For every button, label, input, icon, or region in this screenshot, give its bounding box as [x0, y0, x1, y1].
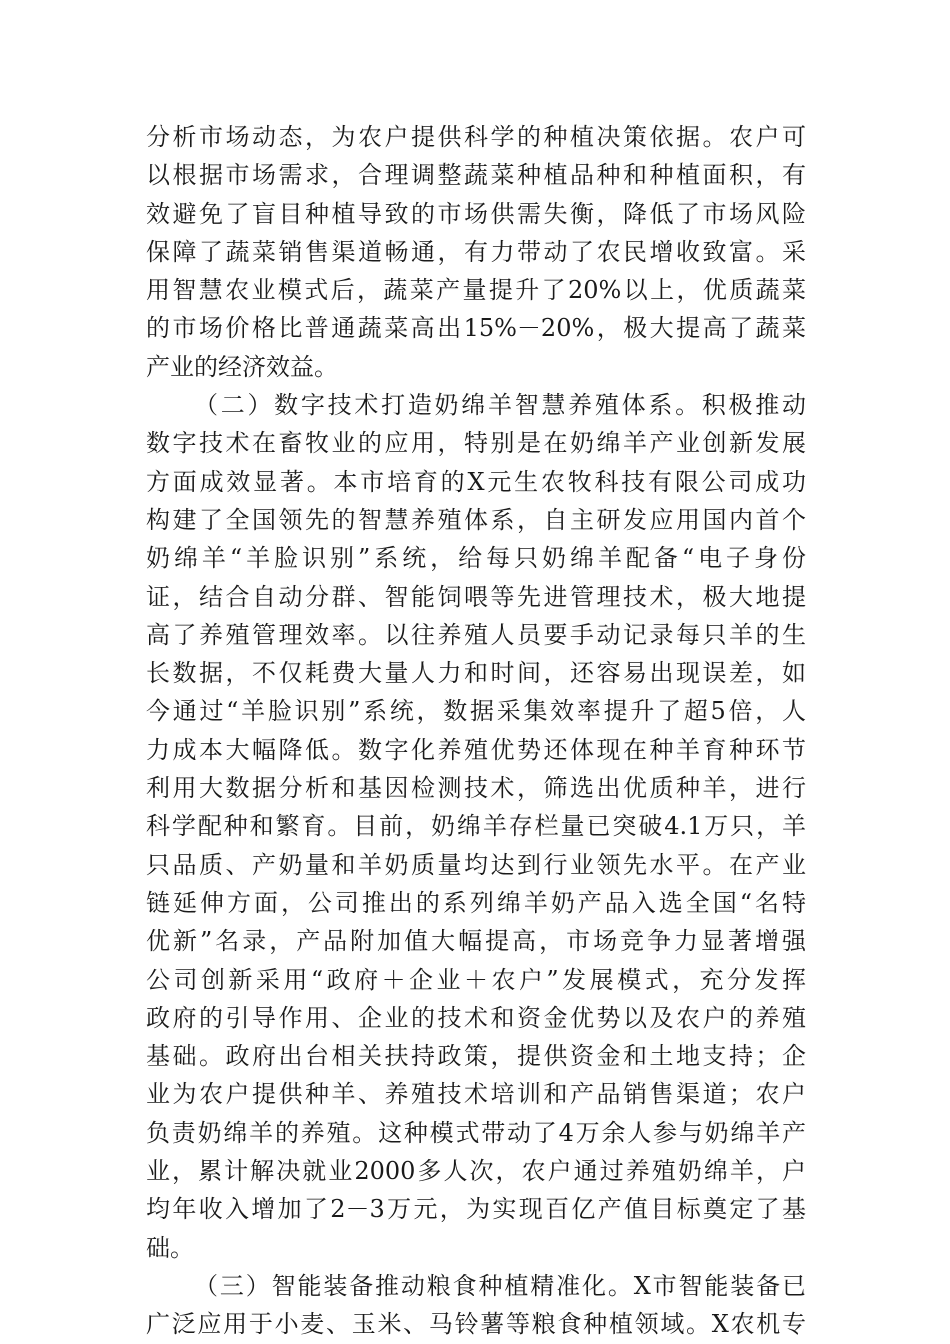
text-line: 链延伸方面，公司推出的系列绵羊奶产品入选全国“名特 — [146, 888, 806, 917]
text-line: 证，结合自动分群、智能饲喂等先进管理技术，极大地提 — [146, 582, 806, 611]
text-line: 高了养殖管理效率。以往养殖人员要手动记录每只羊的生 — [146, 620, 806, 649]
text-line: 广泛应用于小麦、玉米、马铃薯等粮食种植领域。X农机专 — [146, 1310, 806, 1339]
text-line: 用智慧农业模式后，蔬菜产量提升了20%以上，优质蔬菜 — [146, 276, 806, 305]
paragraph-dairy-sheep-smart-breeding — [146, 386, 806, 1267]
text-line: 础。 — [146, 1233, 194, 1262]
text-line: 科学配种和繁育。目前，奶绵羊存栏量已突破4.1万只，羊 — [146, 812, 806, 841]
text-line: 奶绵羊“羊脸识别”系统，给每只奶绵羊配备“电子身份 — [146, 544, 806, 573]
text-line: 公司创新采用“政府＋企业＋农户”发展模式，充分发挥 — [146, 965, 806, 994]
section-heading-line: （二）数字技术打造奶绵羊智慧养殖体系。积极推动 — [194, 391, 806, 420]
paragraph-smart-equipment-grain — [146, 1267, 806, 1344]
text-line: 长数据，不仅耗费大量人力和时间，还容易出现误差，如 — [146, 659, 806, 688]
text-line: 今通过“羊脸识别”系统，数据采集效率提升了超5倍，人 — [146, 697, 806, 726]
text-line: 业，累计解决就业2000多人次，农户通过养殖奶绵羊，户 — [146, 1157, 806, 1186]
text-line: 政府的引导作用、企业的技术和资金优势以及农户的养殖 — [146, 1003, 806, 1032]
section-heading-line: （三）智能装备推动粮食种植精准化。X市智能装备已 — [194, 1271, 806, 1300]
text-line: 数字技术在畜牧业的应用，特别是在奶绵羊产业创新发展 — [146, 429, 806, 458]
text-line: 优新”名录，产品附加值大幅提高，市场竞争力显著增强 — [146, 927, 806, 956]
text-line: 业为农户提供种羊、养殖技术培训和产品销售渠道；农户 — [146, 1080, 806, 1109]
text-line: 效避免了盲目种植导致的市场供需失衡，降低了市场风险 — [146, 199, 806, 228]
document-body — [146, 118, 806, 1344]
text-line: 产业的经济效益。 — [146, 352, 338, 381]
text-line: 利用大数据分析和基因检测技术，筛选出优质种羊，进行 — [146, 774, 806, 803]
paragraph-smart-agriculture-market — [146, 118, 806, 386]
text-line: 只品质、产奶量和羊奶质量均达到行业领先水平。在产业 — [146, 850, 806, 879]
text-line: 基础。政府出台相关扶持政策，提供资金和土地支持；企 — [146, 1042, 806, 1071]
text-line: 以根据市场需求，合理调整蔬菜种植品种和种植面积，有 — [146, 161, 806, 190]
text-line: 分析市场动态，为农户提供科学的种植决策依据。农户可 — [146, 123, 806, 151]
text-line: 力成本大幅降低。数字化养殖优势还体现在种羊育种环节 — [146, 735, 806, 764]
text-line: 保障了蔬菜销售渠道畅通，有力带动了农民增收致富。采 — [146, 237, 806, 266]
text-line: 均年收入增加了2－3万元，为实现百亿产值目标奠定了基 — [146, 1195, 806, 1224]
text-line: 方面成效显著。本市培育的X元生农牧科技有限公司成功 — [146, 467, 806, 496]
text-line: 的市场价格比普通蔬菜高出15%－20%，极大提高了蔬菜 — [146, 314, 806, 343]
text-line: 负责奶绵羊的养殖。这种模式带动了4万余人参与奶绵羊产 — [146, 1118, 806, 1147]
text-line: 构建了全国领先的智慧养殖体系，自主研发应用国内首个 — [146, 505, 806, 534]
